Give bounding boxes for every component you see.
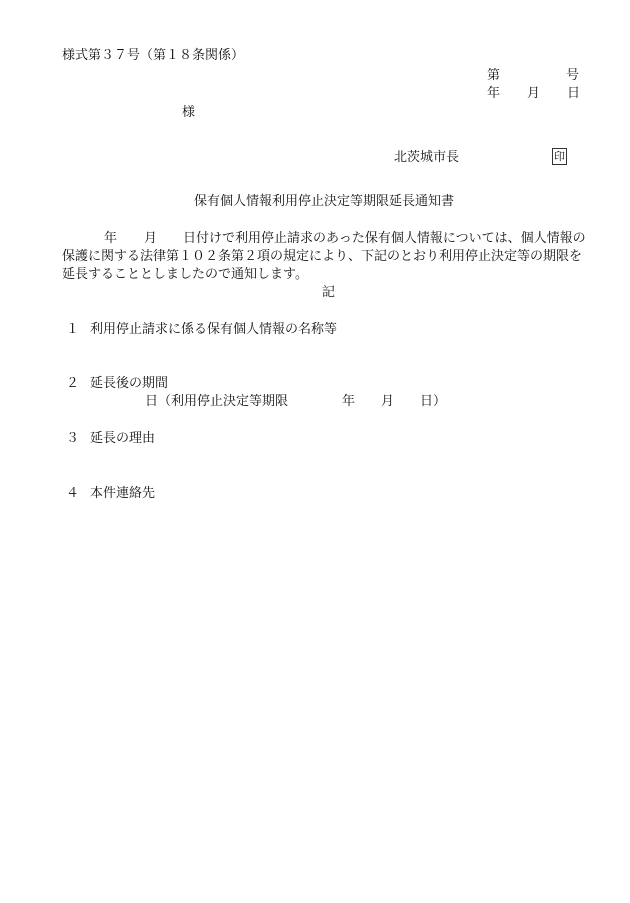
- form-label: 様式第３７号（第１８条関係）: [62, 48, 245, 63]
- body-line-2: 保護に関する法律第１０２条第２項の規定により、下記のとおり利用停止決定等の期限を: [62, 249, 583, 264]
- item-3-label: 延長の理由: [90, 431, 156, 446]
- recipient-suffix: 様: [182, 105, 196, 120]
- item-2-number: ２: [66, 376, 80, 391]
- item-2-days: 日（利用停止決定等期限: [145, 394, 289, 409]
- doc-date-month: 月: [527, 86, 541, 101]
- seal-char: 印: [554, 150, 565, 163]
- item-4-number: ４: [66, 486, 80, 501]
- body-line-3: 延長することとしましたので通知します。: [62, 267, 308, 282]
- body-line-1: 日付けで利用停止請求のあった保有個人情報については、個人情報の: [183, 231, 586, 246]
- item-1-number: １: [66, 322, 80, 337]
- seal-mark: [552, 148, 567, 165]
- item-2-day-close: 日）: [420, 394, 447, 409]
- doc-date-year: 年: [487, 86, 501, 101]
- item-1-label: 利用停止請求に係る保有個人情報の名称等: [90, 322, 338, 337]
- item-4-label: 本件連絡先: [90, 486, 156, 501]
- doc-date-day: 日: [567, 86, 581, 101]
- issuer-name: 北茨城市長: [394, 150, 460, 165]
- item-3-number: ３: [66, 431, 80, 446]
- body-year: 年: [104, 231, 118, 246]
- ki-heading: 記: [322, 285, 336, 300]
- item-2-label: 延長後の期間: [90, 376, 169, 391]
- doc-number-gou: 号: [566, 68, 580, 83]
- doc-number-dai: 第: [487, 68, 501, 83]
- document-title: 保有個人情報利用停止決定等期限延長通知書: [194, 194, 455, 209]
- item-2-month: 月: [381, 394, 395, 409]
- item-2-year: 年: [342, 394, 356, 409]
- body-month: 月: [144, 231, 158, 246]
